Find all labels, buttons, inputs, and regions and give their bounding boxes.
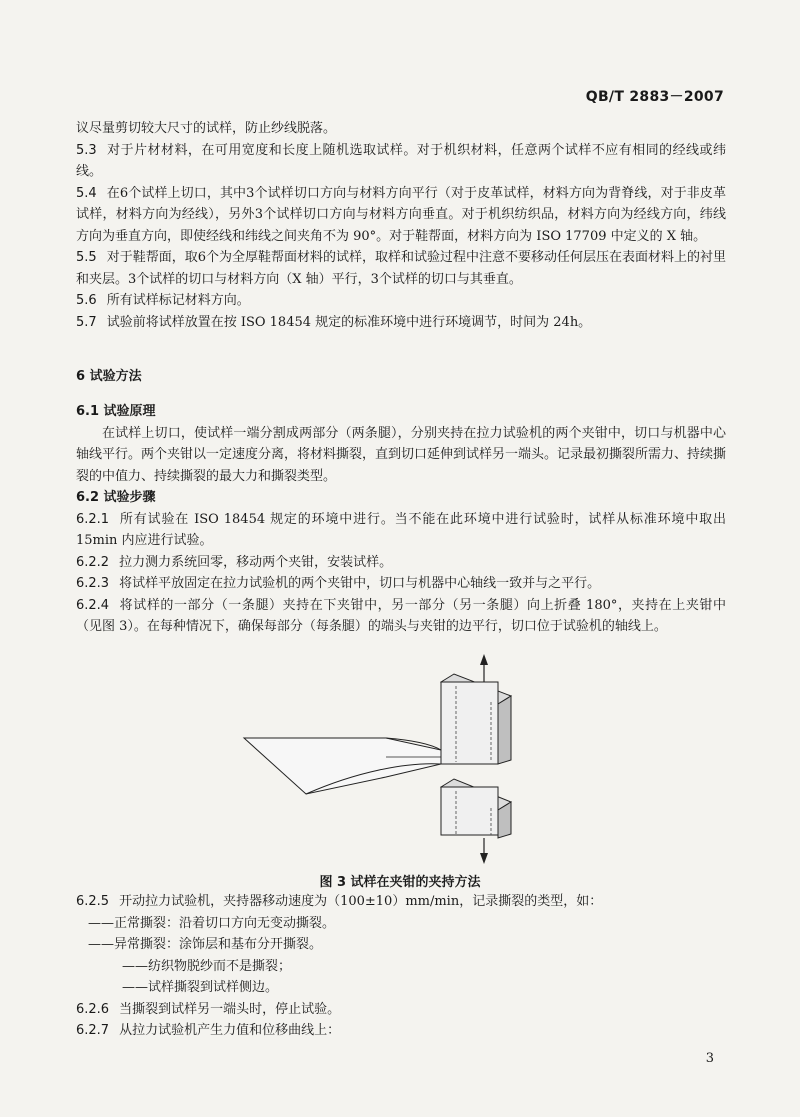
down-arrow-head bbox=[480, 853, 488, 864]
clause-5-7: 5.7 试验前将试样放置在按 ISO 18454 规定的标准环境中进行环境调节，时间为 24h。 bbox=[76, 314, 592, 330]
clause-5-5: 5.5 对于鞋帮面，取6个为全厚鞋帮面材料的试样，取样和试验过程中注意不要移动任何层压在表面材料上的衬里和夹层。3个试样的切口与材料方向（X 轴）平行，3个试样的切口与其垂直。 bbox=[76, 250, 726, 287]
list-item-normal-tear: ——正常撕裂：沿着切口方向无变动撕裂。 bbox=[88, 915, 336, 931]
clause-6-2-7: 6.2.7 从拉力试验机产生力值和位移曲线上： bbox=[76, 1023, 341, 1038]
list-item-abnormal-tear: ——异常撕裂：涂饰层和基布分开撕裂。 bbox=[88, 937, 323, 952]
clause-6-2-2: 6.2.2 拉力测力系统回零，移动两个夹钳，安装试样。 bbox=[76, 554, 393, 570]
clause-6-2-4: 6.2.4 将试样的一部分（一条腿）夹持在下夹钳中，另一部分（另一条腿）向上折叠 180°，夹持在上夹钳中（见图 3）。在每种情况下，确保每部分（每条腿）的端头与夹钳的边平行，切口位于试验机的轴线上。 bbox=[76, 597, 726, 634]
clause-5-4: 5.4 在6个试样上切口，其中3个试样切口方向与材料方向平行（对于皮革试样，材料方向为背脊线，对于非皮革试样，材料方向为经线），另外3个试样切口方向与材料方向垂直。对于机织纺织品，材料方向为经线方向，纬线方向为垂直方向，即使经线和纬线之间夹角不为 90°。对于鞋帮面，材料方向为 ISO 17709 中定义的 X 轴。 bbox=[76, 185, 726, 244]
clauses-top bbox=[76, 118, 726, 333]
standard-code: QB/T 2883－2007 bbox=[585, 89, 724, 105]
clause-6-2-1: 6.2.1 所有试验在 ISO 18454 规定的环境中进行。当不能在此环境中进行试验时，试样从标准环境中取出 15min 内应进行试验。 bbox=[76, 511, 726, 548]
clause-6-2-5: 6.2.5 开动拉力试验机，夹持器移动速度为（100±10）mm/min，记录撕裂的类型，如： bbox=[76, 894, 603, 909]
lower-clamp-front bbox=[441, 787, 498, 835]
page-number: 3 bbox=[705, 1051, 714, 1066]
sublist-item-tear-to-edge: ——试样撕裂到试样侧边。 bbox=[122, 980, 279, 995]
figure-3-diagram bbox=[236, 652, 526, 867]
up-arrow-head bbox=[480, 654, 488, 665]
upper-clamp-side bbox=[498, 696, 511, 764]
section-6 bbox=[76, 366, 726, 388]
clause-6-2-3: 6.2.3 将试样平放固定在拉力试验机的两个夹钳中，切口与机器中心轴线一致并与之平行。 bbox=[76, 576, 601, 591]
section-6-title: 6 试验方法 bbox=[76, 369, 142, 384]
clauses-bottom bbox=[76, 891, 726, 1042]
figure-3-caption: 图 3 试样在夹钳的夹持方法 bbox=[319, 875, 481, 890]
clause-5-6: 5.6 所有试样标记材料方向。 bbox=[76, 293, 250, 308]
clause-6-2-6: 6.2.6 当撕裂到试样另一端头时，停止试验。 bbox=[76, 1001, 341, 1017]
section-6-2-title: 6.2 试验步骤 bbox=[76, 490, 156, 505]
section-6-1-text: 在试样上切口，使试样一端分割成两部分（两条腿），分别夹持在拉力试验机的两个夹钳中，切口与机器中心轴线平行。两个夹钳以一定速度分离，将材料撕裂，直到切口延伸到试样另一端头。记录最初撕裂所需力、持续撕裂的中值力、持续撕裂的最大力和撕裂类型。 bbox=[76, 425, 727, 484]
section-6-1-title: 6.1 试验原理 bbox=[76, 404, 156, 419]
specimen bbox=[244, 738, 441, 794]
clause-5-3: 5.3 对于片材材料，在可用宽度和长度上随机选取试样。对于机织材料，任意两个试样不应有相同的经线或纬线。 bbox=[76, 142, 726, 179]
sublist-item-yarn-slippage: ——纺织物脱纱而不是撕裂； bbox=[122, 958, 292, 974]
section-6-1 bbox=[76, 401, 726, 638]
upper-clamp-front bbox=[441, 682, 498, 764]
clause-5-2-continuation: 议尽量剪切较大尺寸的试样，防止纱线脱落。 bbox=[76, 121, 337, 136]
